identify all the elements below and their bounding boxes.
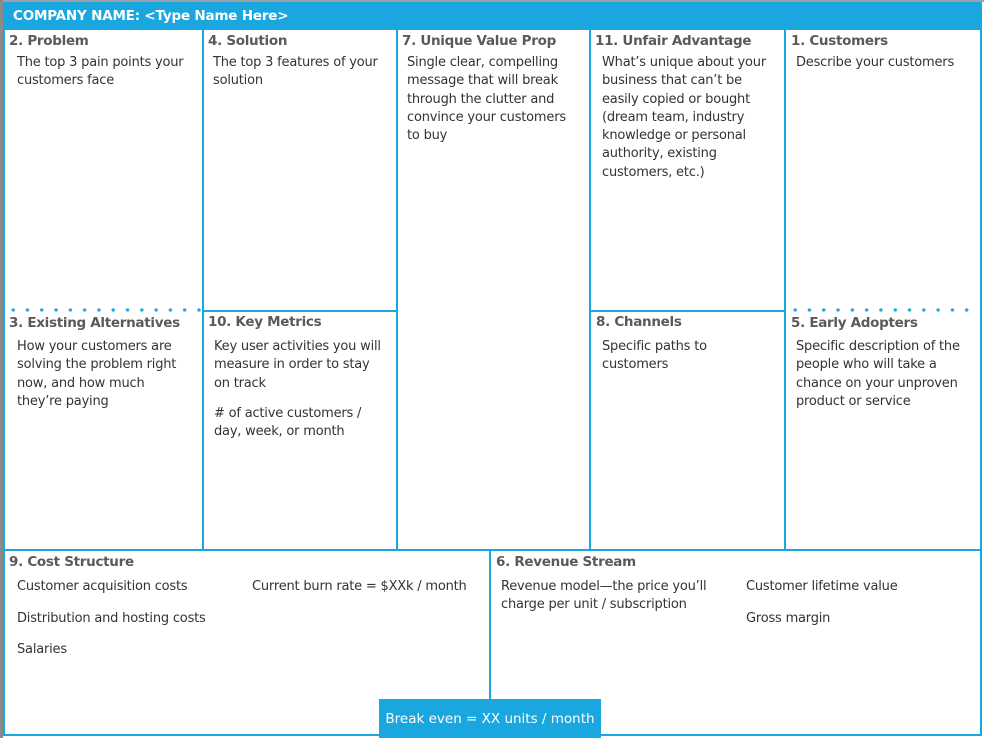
cell-description: Describe your customers bbox=[796, 55, 955, 70]
company-name-field[interactable]: COMPANY NAME: <Type Name Here> bbox=[13, 8, 289, 24]
cell-description: What’s unique about your business that can’t be easily copied or bought (dream team, industry knowledge or personal authority, existing customers, etc.) bbox=[602, 55, 766, 180]
break-even-box bbox=[379, 699, 601, 738]
cell-title: 8. Channels bbox=[596, 314, 682, 330]
cell-description: The top 3 pain points your customers face bbox=[17, 55, 184, 89]
cell-title: 10. Key Metrics bbox=[208, 314, 322, 330]
cell-title: 7. Unique Value Prop bbox=[402, 33, 556, 49]
cell-title: 1. Customers bbox=[791, 33, 888, 49]
cost-item: Salaries bbox=[17, 642, 67, 657]
break-even-label: Break even = XX units / month bbox=[385, 710, 595, 727]
cell-title: 9. Cost Structure bbox=[9, 554, 134, 570]
cell-description: How your customers are solving the problem right now, and how much they’re paying bbox=[17, 339, 177, 409]
cell-description: Specific paths to customers bbox=[602, 339, 707, 373]
divider bbox=[589, 310, 786, 312]
cell-description-metric-example: # of active customers / day, week, or month bbox=[214, 406, 362, 440]
cell-title: 11. Unfair Advantage bbox=[595, 33, 752, 49]
company-name-header bbox=[3, 2, 982, 30]
divider bbox=[489, 550, 491, 700]
cell-title: 3. Existing Alternatives bbox=[9, 315, 180, 331]
burn-rate: Current burn rate = $XXk / month bbox=[252, 579, 467, 594]
revenue-item: Gross margin bbox=[746, 611, 831, 626]
divider bbox=[396, 30, 398, 550]
revenue-item: Customer lifetime value bbox=[746, 579, 898, 594]
dotted-divider bbox=[6, 308, 201, 312]
cell-title: 6. Revenue Stream bbox=[496, 554, 636, 570]
cell-description: Key user activities you will measure in order to stay on track bbox=[214, 339, 381, 391]
cell-title: 5. Early Adopters bbox=[791, 315, 918, 331]
divider bbox=[784, 30, 786, 550]
divider bbox=[3, 549, 982, 551]
cell-description: The top 3 features of your solution bbox=[213, 55, 378, 89]
divider bbox=[202, 30, 204, 550]
dotted-divider bbox=[788, 308, 978, 312]
cell-description: Single clear, compelling message that will break through the clutter and convince your customers to buy bbox=[407, 55, 566, 144]
divider bbox=[202, 310, 398, 312]
cell-title: 4. Solution bbox=[208, 33, 288, 49]
cost-item: Customer acquisition costs bbox=[17, 579, 188, 594]
revenue-model: Revenue model—the price you’ll charge per unit / subscription bbox=[501, 579, 707, 613]
divider bbox=[589, 30, 591, 550]
cell-description: Specific description of the people who will take a chance on your unproven product or service bbox=[796, 339, 960, 409]
cost-item: Distribution and hosting costs bbox=[17, 611, 206, 626]
cell-title: 2. Problem bbox=[9, 33, 89, 49]
